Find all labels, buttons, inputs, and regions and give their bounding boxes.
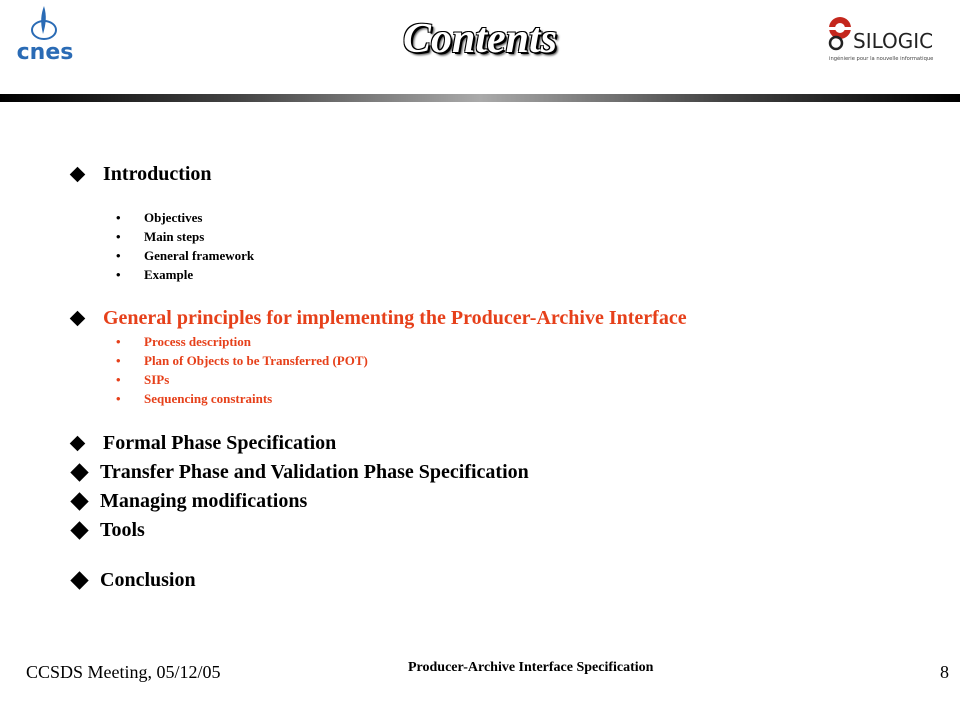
diamond-bullet-icon bbox=[70, 167, 86, 183]
list-item-label: Example bbox=[144, 267, 194, 282]
list-item bbox=[116, 208, 254, 227]
diamond-bullet-icon bbox=[70, 521, 88, 539]
list-item bbox=[116, 227, 254, 246]
list-item bbox=[116, 332, 368, 351]
list-item bbox=[116, 351, 368, 370]
general-principles-sublist bbox=[116, 332, 368, 408]
section-general-principles bbox=[68, 307, 687, 330]
section-formal-phase bbox=[68, 432, 336, 455]
silogic-logo-tagline: ingénierie pour la nouvelle informatique bbox=[829, 56, 934, 62]
diamond-bullet-icon bbox=[70, 311, 86, 327]
silogic-logo-text: SILOGIC bbox=[853, 29, 934, 53]
header-divider bbox=[0, 94, 960, 102]
section-label: Tools bbox=[100, 519, 145, 541]
introduction-sublist bbox=[116, 208, 254, 284]
diamond-bullet-icon bbox=[70, 571, 88, 589]
sub-bullet: • bbox=[116, 353, 121, 368]
section-label: Formal Phase Specification bbox=[103, 432, 337, 454]
sub-bullet: • bbox=[116, 267, 121, 282]
list-item bbox=[116, 370, 368, 389]
list-item bbox=[116, 389, 368, 408]
footer-meeting-date: CCSDS Meeting, 05/12/05 bbox=[26, 662, 221, 682]
section-transfer-phase bbox=[68, 461, 529, 484]
sub-bullet: • bbox=[116, 229, 121, 244]
section-label: Managing modifications bbox=[100, 490, 308, 512]
sub-bullet: • bbox=[116, 210, 121, 225]
sub-bullet: • bbox=[116, 334, 121, 349]
section-label: Introduction bbox=[103, 163, 212, 185]
section-introduction bbox=[68, 163, 212, 186]
section-conclusion bbox=[68, 569, 196, 592]
sub-bullet: • bbox=[116, 391, 121, 406]
list-item-label: Process description bbox=[144, 334, 251, 349]
section-managing-modifications bbox=[68, 490, 307, 513]
section-label: Conclusion bbox=[100, 569, 196, 591]
section-label: General principles for implementing the Producer-Archive Interface bbox=[103, 307, 687, 329]
list-item-label: Sequencing constraints bbox=[144, 391, 273, 406]
section-label: Transfer Phase and Validation Phase Specification bbox=[100, 461, 529, 483]
list-item-label: SIPs bbox=[144, 372, 170, 387]
diamond-bullet-icon bbox=[70, 436, 86, 452]
list-item bbox=[116, 246, 254, 265]
cnes-logo-text: cnes bbox=[16, 40, 74, 65]
list-item-label: General framework bbox=[144, 248, 255, 263]
silogic-logo-icon bbox=[826, 10, 952, 68]
section-tools bbox=[68, 519, 145, 542]
diamond-bullet-icon bbox=[70, 463, 88, 481]
list-item bbox=[116, 265, 254, 284]
list-item-label: Plan of Objects to be Transferred (POT) bbox=[144, 353, 368, 368]
sub-bullet: • bbox=[116, 372, 121, 387]
list-item-label: Objectives bbox=[144, 210, 203, 225]
list-item-label: Main steps bbox=[144, 229, 205, 244]
slide-title: Contents bbox=[402, 16, 558, 62]
diamond-bullet-icon bbox=[70, 492, 88, 510]
footer-doc-title: Producer-Archive Interface Specification bbox=[408, 660, 654, 675]
sub-bullet: • bbox=[116, 248, 121, 263]
page-number: 8 bbox=[940, 662, 949, 682]
